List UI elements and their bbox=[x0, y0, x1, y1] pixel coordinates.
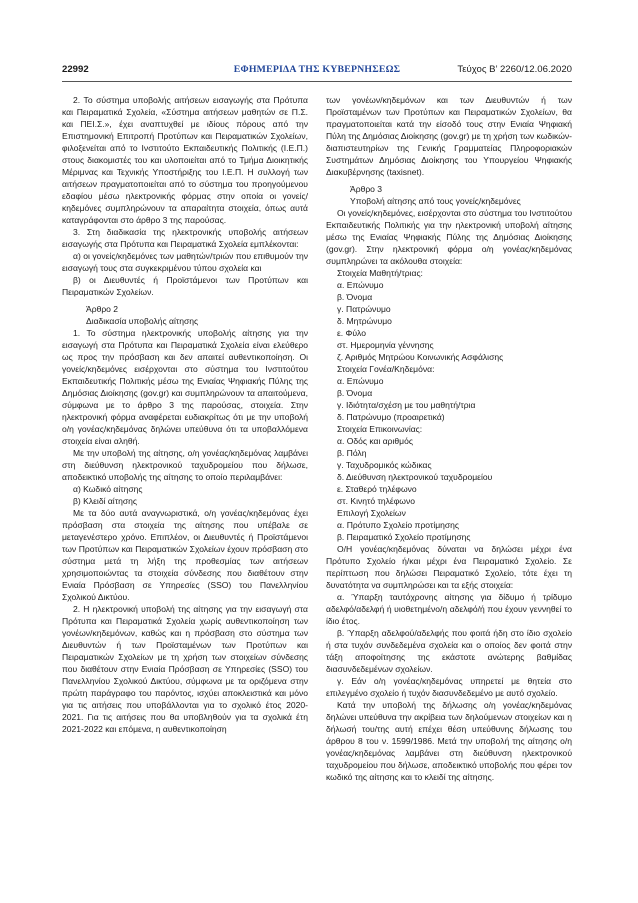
right-column bbox=[326, 94, 572, 783]
section-heading-student: Στοιχεία Μαθητή/τριας: bbox=[337, 268, 423, 278]
list-item: δ. Πατρώνυμο (προαιρετικά) bbox=[337, 412, 445, 422]
paragraph: α. Ύπαρξη ταυτόχρονης αίτησης για δίδυμο ή τρίδυμο αδελφό/αδελφή ή υιοθετημένο/η αδελφό/ή που έχουν γεννηθεί το ίδιο έτος. bbox=[326, 592, 572, 626]
paragraph: Ο/Η γονέας/κηδεμόνας δύναται να δηλώσει μέχρι ένα Πρότυπο Σχολείο ή/και μέχρι ένα Πειραματικό Σχολείο. Σε περίπτωση που δηλώσει Πειραματικό Σχολείο, τότε έχει τη δυνατότητα να συμπληρώσει και τα εξής στοιχεία: bbox=[326, 544, 572, 590]
paragraph: 2. Η ηλεκτρονική υποβολή της αίτησης για την εισαγωγή στα Πρότυπα και Πειραματικά Σχολεία χωρίς αυθεντικοποίηση των γονέων/κηδεμόνων, καθώς και η πρόσβαση στο σύστημα των Διευθυντών ή των Προϊσταμένων των Προτύπων και Πειραματικών Σχολείων με τη χρήση των στοιχείων σύνδεσης που διαθέτουν στην Ενιαία Πρόσβαση σε Υπηρεσίες (SSO) του Πανελληνίου Σχολικού Δικτύου, σύμφωνα με τα οριζόμενα στην πρώτη παράγραφο του παρόντος, ισχύει αποκλειστικά και μόνο για τις αιτήσεις που υποβάλλονται για το σχολικό έτος 2020-2021. Για τις αιτήσεις που θα υποβληθούν για τα σχολικά έτη 2021-2022 και επόμενα, η αυθεντικοποίηση bbox=[62, 604, 308, 734]
list-item: β. Όνομα bbox=[337, 292, 373, 302]
section-heading-school: Επιλογή Σχολείων bbox=[337, 508, 406, 518]
paragraph: β) Κλειδί αίτησης bbox=[73, 496, 137, 506]
list-item: β. Πόλη bbox=[337, 448, 367, 458]
paragraph: α) Κωδικό αίτησης bbox=[73, 484, 143, 494]
list-item: στ. Ημερομηνία γέννησης bbox=[337, 340, 434, 350]
list-item: στ. Κινητό τηλέφωνο bbox=[337, 496, 415, 506]
list-item: α. Επώνυμο bbox=[337, 376, 384, 386]
article-3-subtitle: Υποβολή αίτησης από τους γονείς/κηδεμόνες bbox=[350, 196, 521, 206]
list-item: ζ. Αριθμός Μητρώου Κοινωνικής Ασφάλισης bbox=[337, 352, 504, 362]
paragraph: 3. Στη διαδικασία της ηλεκτρονικής υποβολής αιτήσεων εισαγωγής στα Πρότυπα και Πειραματικά Σχολεία εμπλέκονται: bbox=[62, 227, 308, 249]
header-divider bbox=[62, 81, 572, 82]
article-2-title: Άρθρο 2 bbox=[86, 304, 119, 314]
list-item: γ. Ιδιότητα/σχέση με του μαθητή/τρια bbox=[337, 400, 476, 410]
list-item: γ. Ταχυδρομικός κώδικας bbox=[337, 460, 432, 470]
paragraph: Με τα δύο αυτά αναγνωριστικά, ο/η γονέας/κηδεμόνας έχει πρόσβαση στα στοιχεία της αίτησης που υπέβαλε σε μεταγενέστερο χρόνο. Επιπλέον, οι Διευθυντές ή Προϊστάμενοι των Προτύπων και Πειραματικών Σχολείων έχουν πρόσβαση στο σύστημα μετά τη λήξη της προθεσμίας των αιτήσεων χρησιμοποιώντας τα στοιχεία σύνδεσης που διαθέτουν στην Ενιαία Πρόσβαση σε Υπηρεσίες (SSO) του Πανελληνίου Σχολικού Δικτύου. bbox=[62, 508, 308, 602]
paragraph: Με την υποβολή της αίτησης, ο/η γονέας/κηδεμόνας λαμβάνει στη διεύθυνση ηλεκτρονικού ταχυδρομείου που δήλωσε, αποδεικτικό υποβολής της αίτησης το οποίο περιλαμβάνει: bbox=[62, 448, 308, 482]
list-item: β. Πειραματικό Σχολείο προτίμησης bbox=[337, 532, 471, 542]
list-item: β. Όνομα bbox=[337, 388, 373, 398]
left-column bbox=[62, 94, 308, 735]
issue-reference: Τεύχος B’ 2260/12.06.2020 bbox=[457, 64, 572, 75]
page-number: 22992 bbox=[62, 64, 89, 75]
paragraph: β) οι Διευθυντές ή Προϊστάμενοι των Προτύπων και Πειραματικών Σχολείων. bbox=[62, 275, 308, 297]
section-heading-contact: Στοιχεία Επικοινωνίας: bbox=[337, 424, 423, 434]
list-item: α. Επώνυμο bbox=[337, 280, 384, 290]
page-header bbox=[62, 64, 572, 78]
paragraph: 1. Το σύστημα ηλεκτρονικής υποβολής αίτησης για την εισαγωγή στα Πρότυπα και Πειραματικά Σχολεία είναι ελεύθερο ως προς την πρόσβαση και δεν απαιτεί αυθεντικοποίηση. Οι γονείς/κηδεμόνες εισέρχονται στο σύστημα του Ινστιτούτου Εκπαιδευτικής Πολιτικής μέσω της Ενιαίας Ψηφιακής Πύλης της Δημόσιας Διοίκησης (gov.gr) και συμπληρώνουν τα απαιτούμενα, σύμφωνα με το άρθρο 3 της παρούσας, στοιχεία. Στην ηλεκτρονική φόρμα αναφέρεται ευδιακρίτως ότι με την υποβολή ο/η γονέας/κηδεμόνας δηλώνει υπεύθυνα ότι τα υποβαλλόμενα στοιχεία είναι αληθή. bbox=[62, 328, 308, 446]
paragraph: 2. Το σύστημα υποβολής αιτήσεων εισαγωγής στα Πρότυπα και Πειραματικά Σχολεία, «Σύστημα αιτήσεων μαθητών σε Π.Σ. και ΠΕΙ.Σ.», έχει αναπτυχθεί με ιδίους πόρους από την Επιστημονική Επιτροπή Προτύπων και Πειραματικών Σχολείων, φιλοξενείται από το Ινστιτούτο Εκπαιδευτικής Πολιτικής (Ι.Ε.Π.) στους διακομιστές του και υλοποιείται από το Τμήμα Διοικητικής Μέριμνας και Τεχνικής Υποστήριξης του Ι.Ε.Π. Η συλλογή των αιτήσεων πραγματοποιείται από το σύστημα του προηγούμενου εδαφίου μέσω ηλεκτρονικής φόρμας στην οποία οι γονείς/κηδεμόνες συμπληρώνουν τα απαραίτητα στοιχεία, όπως αυτά καταγράφονται στο άρθρο 3 της παρούσας. bbox=[62, 95, 308, 225]
list-item: δ. Διεύθυνση ηλεκτρονικού ταχυδρομείου bbox=[337, 472, 493, 482]
paragraph: β. Ύπαρξη αδελφού/αδελφής που φοιτά ήδη στο ίδιο σχολείο ή στα τυχόν συνδεδεμένα σχολεία και ο οποίος δεν φοιτά στην τάξη αποφοίτησης της εκάστοτε ανώτερης βαθμίδας διασυνδεδεμένων σχολείων. bbox=[326, 628, 572, 674]
paragraph: γ. Εάν ο/η γονέας/κηδεμόνας υπηρετεί με θητεία στο επιλεγμένο σχολείο ή τυχόν διασυνδεδεμένο με αυτό σχολείο. bbox=[326, 676, 572, 698]
paragraph: των γονέων/κηδεμόνων και των Διευθυντών ή των Προϊσταμένων των Προτύπων και Πειραματικών Σχολείων, θα πραγματοποιείται κατά την είσοδό τους στην Ενιαία Ψηφιακή Πύλη της Δημόσιας Διοίκησης (gov.gr) με τη χρήση των κωδικών-διαπιστευτηρίων της Γενικής Γραμματείας Πληροφοριακών Συστημάτων Δημόσιας Διοίκησης του Υπουργείου Ψηφιακής Διακυβέρνησης (taxisnet). bbox=[326, 95, 572, 177]
gazette-title: ΕΦΗΜΕΡΙΔΑ ΤΗΣ ΚΥΒΕΡΝΗΣΕΩΣ bbox=[233, 64, 401, 75]
section-heading-guardian: Στοιχεία Γονέα/Κηδεμόνα: bbox=[337, 364, 435, 374]
list-item: ε. Φύλο bbox=[337, 328, 366, 338]
paragraph: Κατά την υποβολή της δήλωσης ο/η γονέας/κηδεμόνας δηλώνει υπεύθυνα την ακρίβεια των δηλούμενων στοιχείων και η δήλωσή του/της αυτή επέχει θέση υπεύθυνης δήλωσης του άρθρου 8 του ν. 1599/1986. Μετά την υποβολή της αίτησης ο/η γονέας/κηδεμόνας λαμβάνει στη διεύθυνση ηλεκτρονικού ταχυδρομείου που δήλωσε, αποδεικτικό υποβολής που φέρει τον κωδικό της αίτησης και το κλειδί της αίτησης. bbox=[326, 700, 572, 782]
article-3-title: Άρθρο 3 bbox=[350, 184, 383, 194]
list-item: α. Πρότυπο Σχολείο προτίμησης bbox=[337, 520, 460, 530]
article-2-subtitle: Διαδικασία υποβολής αίτησης bbox=[86, 316, 199, 326]
paragraph: Οι γονείς/κηδεμόνες, εισέρχονται στο σύστημα του Ινστιτούτου Εκπαιδευτικής Πολιτικής για την ηλεκτρονική υποβολή αίτησης μέσω της Ενιαίας Ψηφιακής Πύλης της Δημόσιας Διοίκησης (gov.gr). Στην ηλεκτρονική φόρμα ο/η γονέας/κηδεμόνας συμπληρώνει τα ακόλουθα στοιχεία: bbox=[326, 208, 572, 266]
list-item: γ. Πατρώνυμο bbox=[337, 304, 391, 314]
list-item: δ. Μητρώνυμο bbox=[337, 316, 392, 326]
list-item: ε. Σταθερό τηλέφωνο bbox=[337, 484, 417, 494]
list-item: α. Οδός και αριθμός bbox=[337, 436, 413, 446]
paragraph: α) οι γονείς/κηδεμόνες των μαθητών/τριών που επιθυμούν την εισαγωγή τους στα συγκεκριμένου τύπου σχολεία και bbox=[62, 251, 308, 273]
